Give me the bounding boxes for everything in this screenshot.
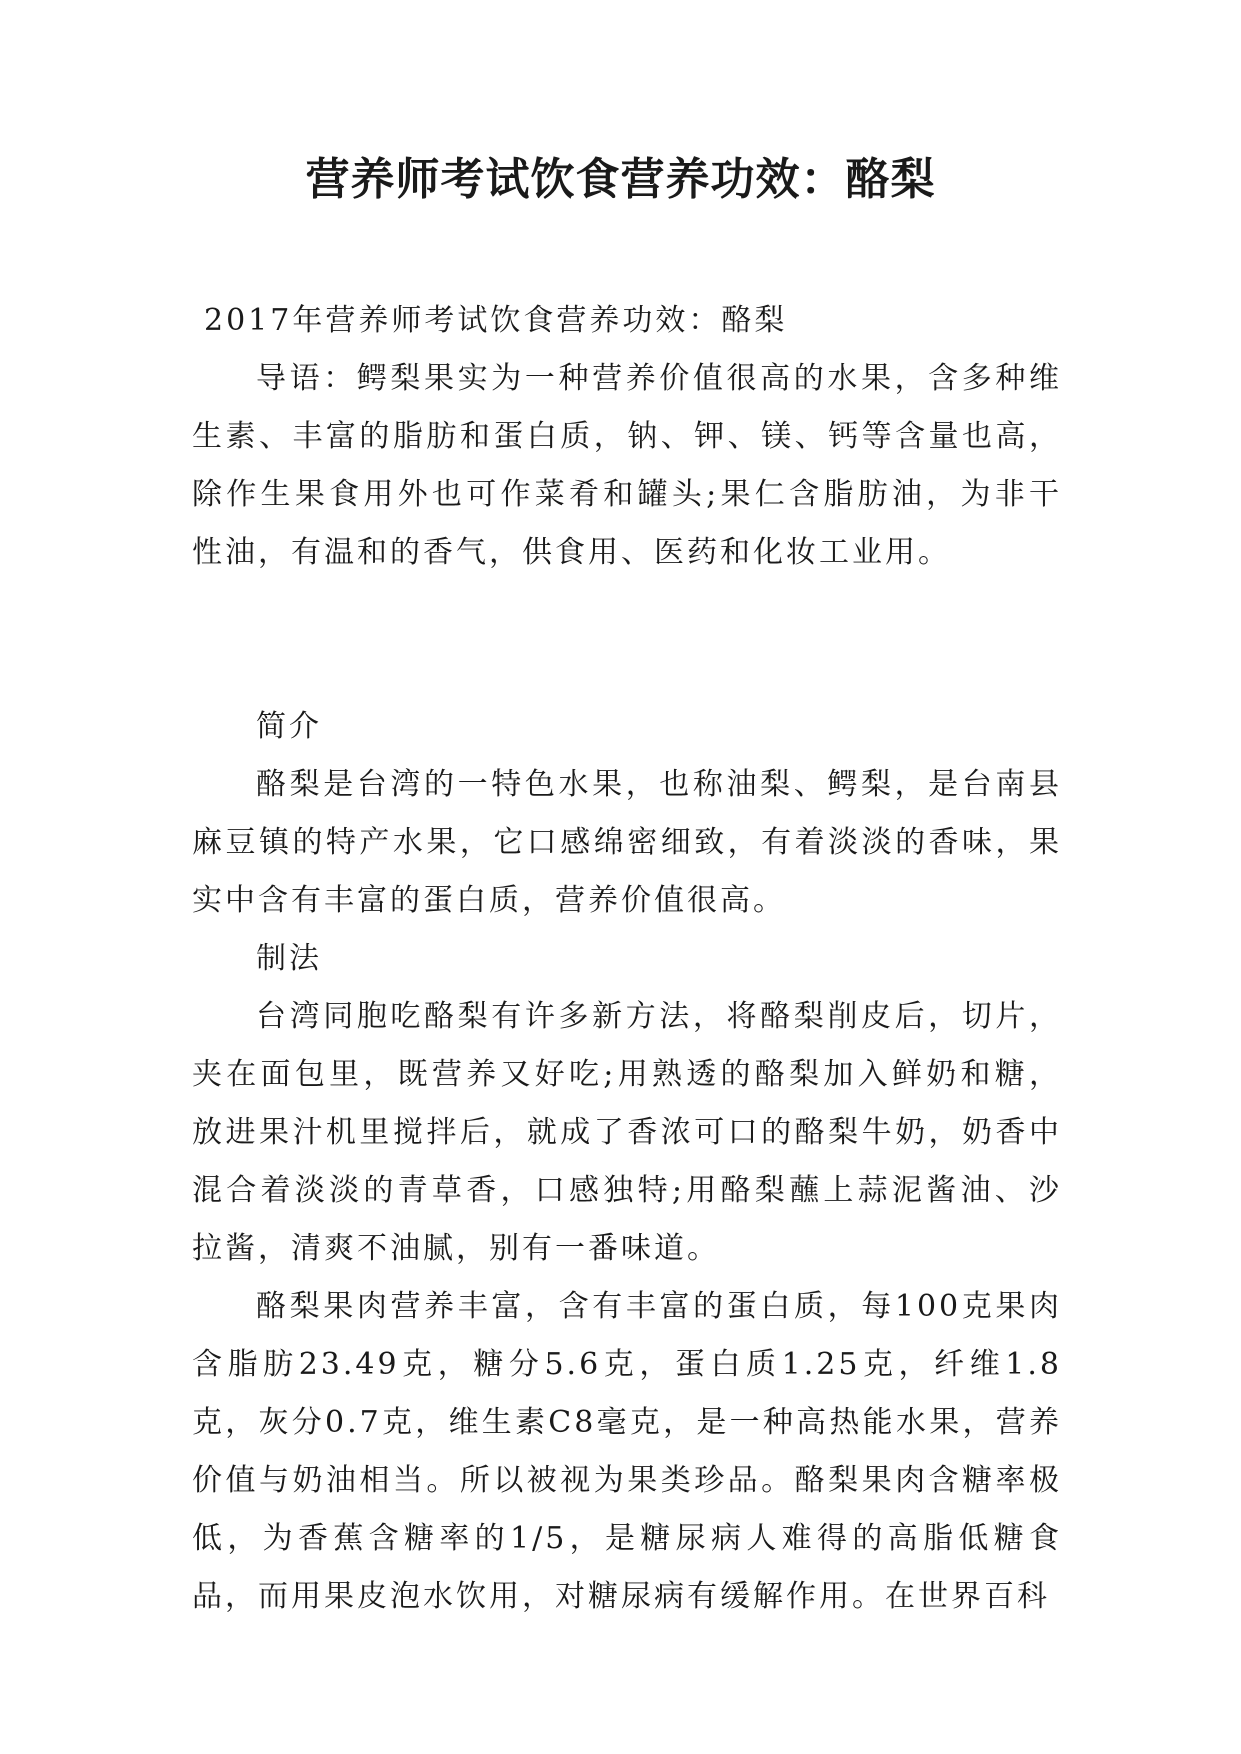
section-paragraph-method: 台湾同胞吃酪梨有许多新方法，将酪梨削皮后，切片，夹在面包里，既营养又好吃;用熟透的酪梨加入鲜奶和糖，放进果汁机里搅拌后，就成了香浓可口的酪梨牛奶，奶香中混合着淡淡的青草香，口感独特;用酪梨蘸上蒜泥酱油、沙拉酱，清爽不油腻，别有一番味道。: [192, 999, 1062, 1266]
document-title: 营养师考试饮食营养功效：酪梨: [305, 154, 936, 205]
document-subtitle: 2017年营养师考试饮食营养功效：酪梨: [204, 303, 788, 338]
paragraph-gap: [192, 582, 1062, 698]
intro-paragraph: 导语：鳄梨果实为一种营养价值很高的水果，含多种维生素、丰富的脂肪和蛋白质，钠、钾、镁、钙等含量也高，除作生果食用外也可作菜肴和罐头;果仁含脂肪油，为非干性油，有温和的香气，供食用、医药和化妆工业用。: [192, 361, 1062, 570]
document-body: [192, 292, 1062, 1626]
section-heading-intro: 简介: [256, 709, 322, 744]
nutrition-paragraph: 酪梨果肉营养丰富，含有丰富的蛋白质，每100克果肉含脂肪23.49克，糖分5.6克，蛋白质1.25克，纤维1.8克，灰分0.7克，维生素C8毫克，是一种高热能水果，营养价值与奶油相当。所以被视为果类珍品。酪梨果肉含糖率极低，为香蕉含糖率的1/5，是糖尿病人难得的高脂低糖食品，而用果皮泡水饮用，对糖尿病有缓解作用。在世界百科: [192, 1289, 1062, 1614]
section-paragraph-intro: 酪梨是台湾的一特色水果，也称油梨、鳄梨，是台南县麻豆镇的特产水果，它口感绵密细致，有着淡淡的香味，果实中含有丰富的蛋白质，营养价值很高。: [192, 767, 1062, 918]
section-heading-method: 制法: [256, 941, 322, 976]
